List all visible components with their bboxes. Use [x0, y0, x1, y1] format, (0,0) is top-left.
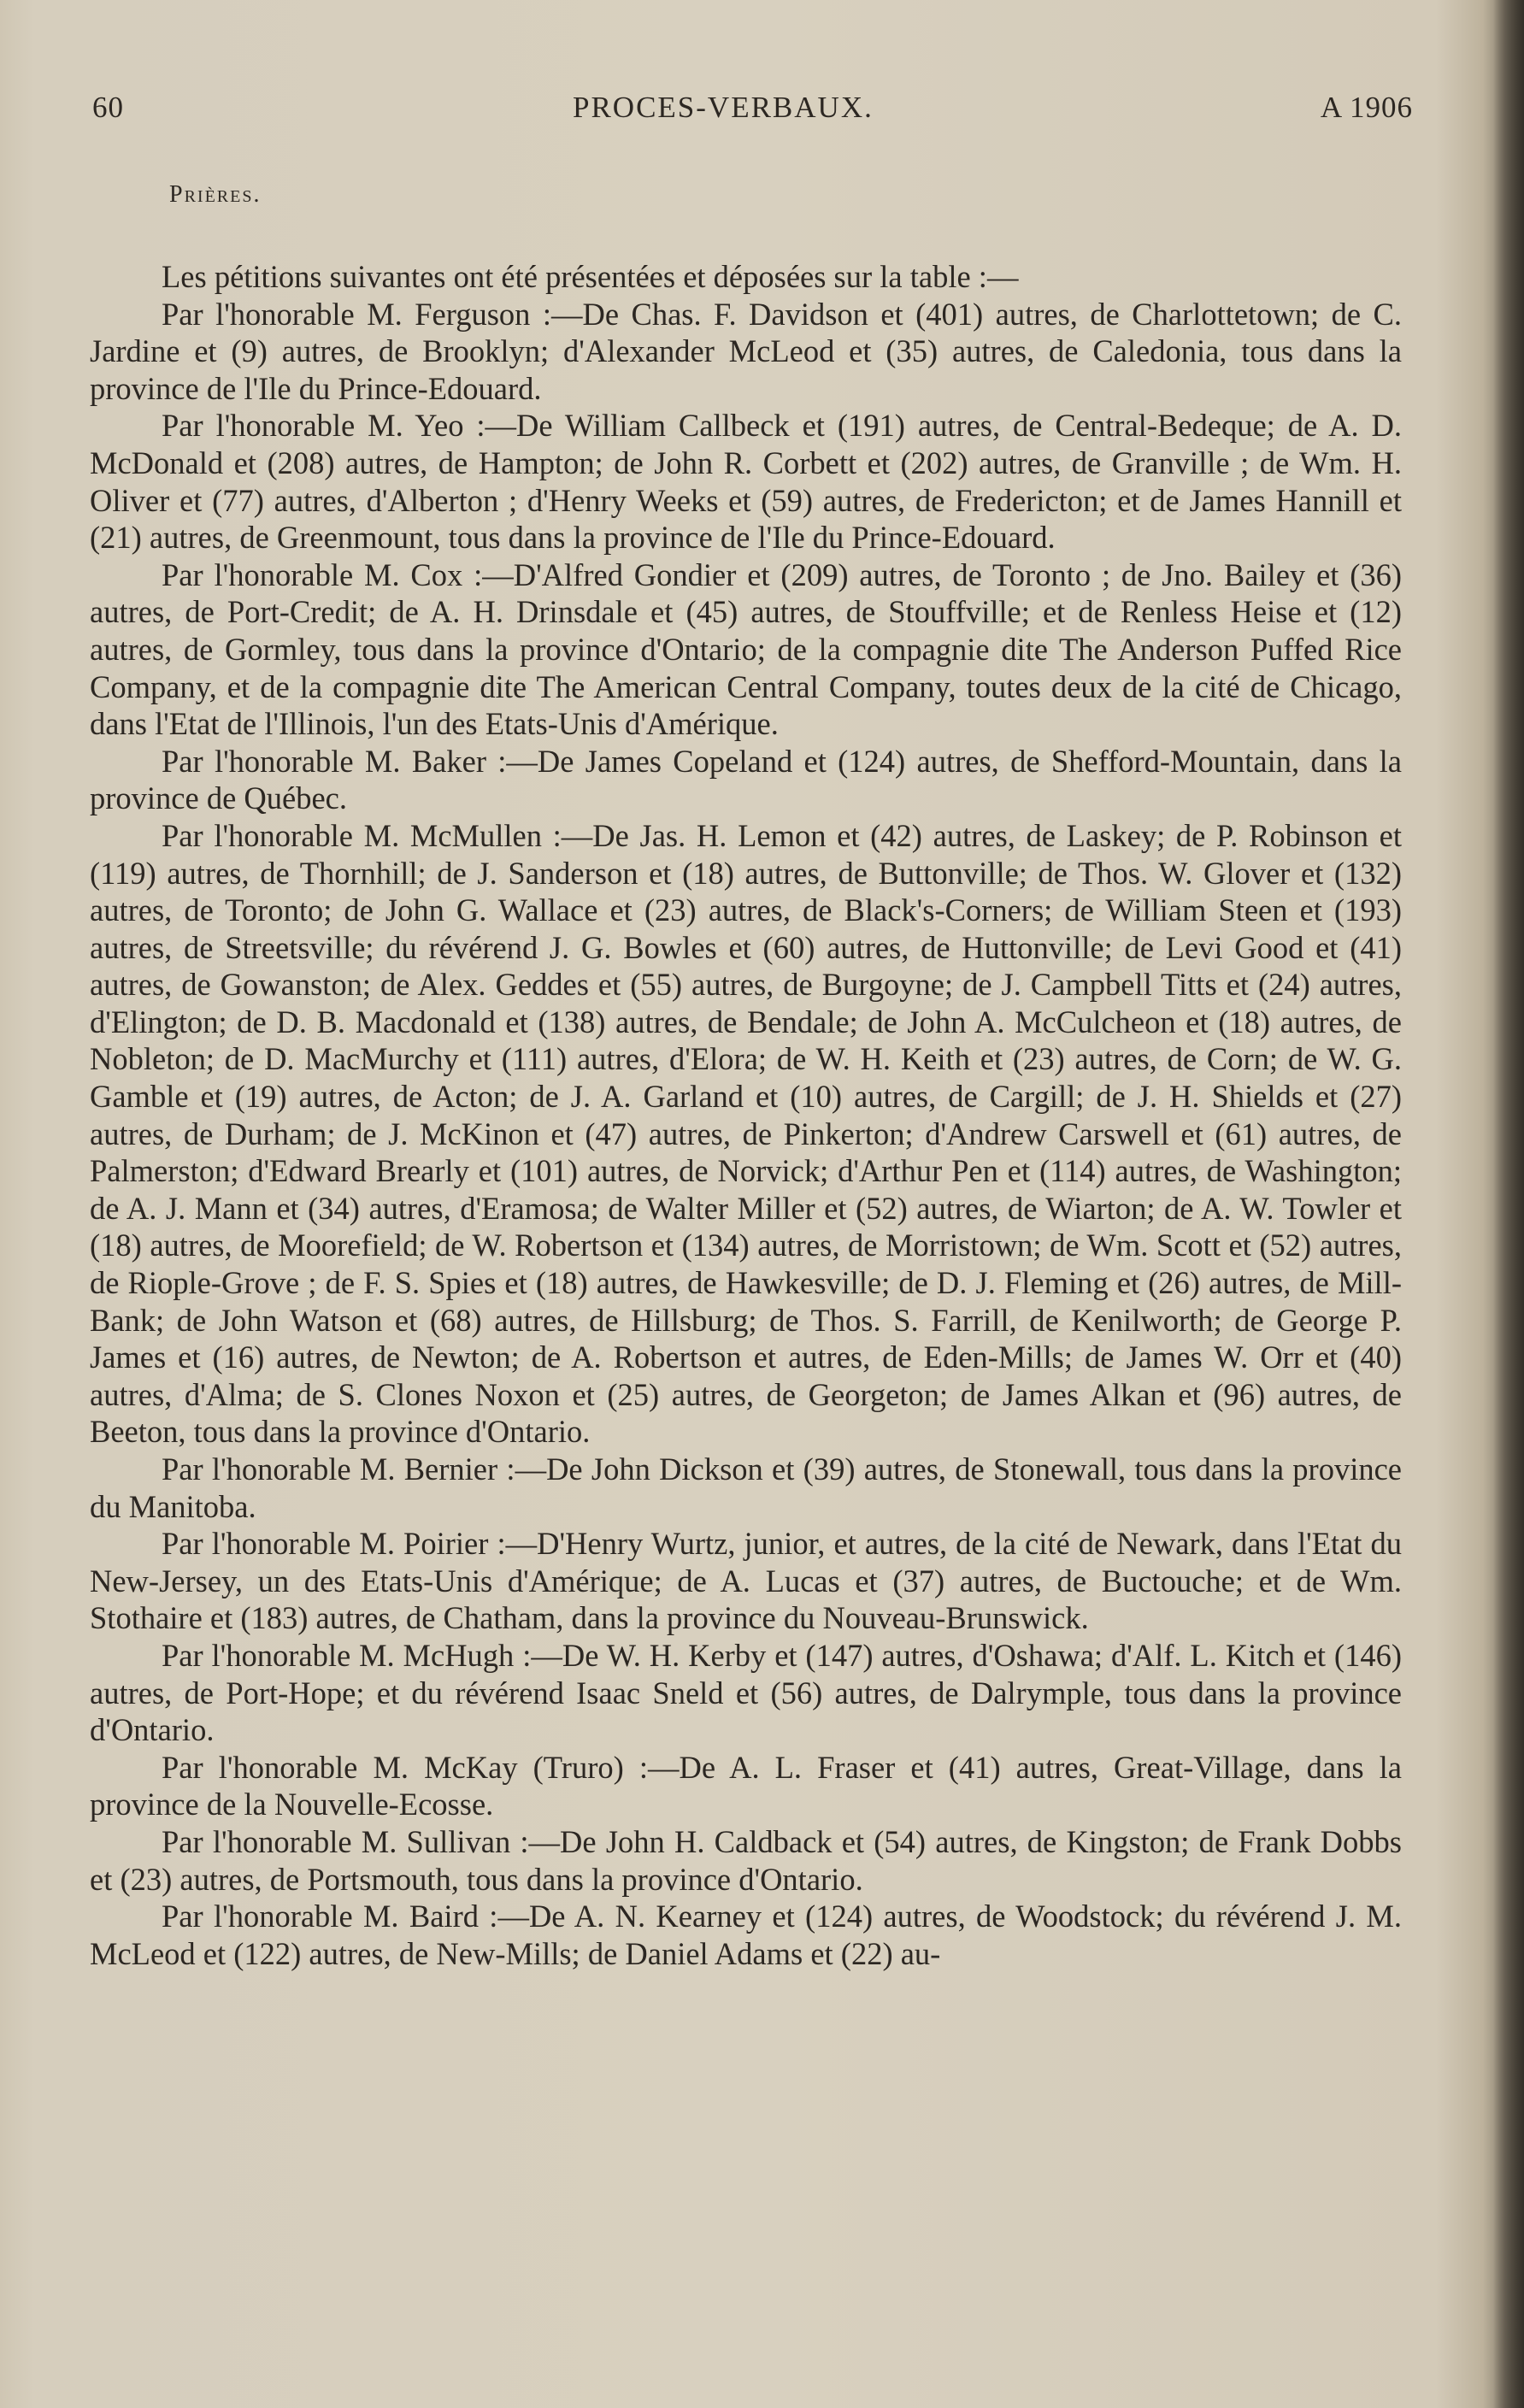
book-spine-shadow [1493, 0, 1524, 2408]
body-text [90, 258, 1402, 1972]
paragraph-sullivan: Par l'honorable M. Sullivan :—De John H. Caldback et (54) autres, de Kingston; de Frank Dobbs et (23) autres, de Portsmouth, tous dans la province d'Ontario. [90, 1823, 1402, 1897]
paragraph-baird: Par l'honorable M. Baird :—De A. N. Kearney et (124) autres, de Woodstock; du révérend J. M. McLeod et (122) autres, de New-Mills; de Daniel Adams et (22) au- [90, 1899, 1402, 1971]
header-year: A 1906 [1320, 91, 1413, 124]
page-number: 60 [92, 91, 124, 124]
header-title: PROCES-VERBAUX. [573, 91, 874, 124]
paragraph-mckay: Par l'honorable M. McKay (Truro) :—De A. L. Fraser et (41) autres, Great-Village, dans la province de la Nouvelle-Ecosse. [90, 1749, 1402, 1822]
paragraph-bernier: Par l'honorable M. Bernier :—De John Dickson et (39) autres, de Stonewall, tous dans la province du Manitoba. [90, 1451, 1402, 1524]
paragraph-mcmullen: Par l'honorable M. McMullen :—De Jas. H. Lemon et (42) autres, de Laskey; de P. Robinson et (119) autres, de Thornhill; de J. Sanderson et (18) autres, de Buttonville; de Thos. W. Glover et (132) autres, de Toronto; de John G. Wallace et (23) autres, de Black's-Corners; de William Steen et (193) autres, de Streetsville; du révérend J. G. Bowles et (60) autres, de Huttonville; de Levi Good et (41) autres, de Gowanston; de Alex. Geddes et (55) autres, de Burgoyne; de J. Campbell Titts et (24) autres, d'Elington; de D. B. Macdonald et (138) autres, de Bendale; de John A. McCulcheon et (18) autres, de Nobleton; de D. MacMurchy et (111) autres, d'Elora; de W. H. Keith et (23) autres, de Corn; de W. G. Gamble et (19) autres, de Acton; de J. A. Garland et (10) autres, de Cargill; de J. H. Shields et (27) autres, de Durham; de J. McKinon et (47) autres, de Pinkerton; d'Andrew Carswell et (61) autres, de Palmerston; d'Edward Brearly et (101) autres, de Norvick; d'Arthur Pen et (114) autres, de Washington; de A. J. Mann et (34) autres, d'Eramosa; de Walter Miller et (52) autres, de Wiarton; de A. W. Towler et (18) autres, de Moorefield; de W. Robertson et (134) autres, de Morristown; de Wm. Scott et (52) autres, de Riople-Grove ; de F. S. Spies et (18) autres, de Hawkesville; de D. J. Fleming et (26) autres, de Mill-Bank; de John Watson et (68) autres, de Hillsburg; de Thos. S. Farrill, de Kenilworth; de George P. James et (16) autres, de Newton; de A. Robertson et autres, de Eden-Mills; de James W. Orr et (40) autres, d'Alma; de S. Clones Noxon et (25) autres, de Georgeton; de James Alkan et (96) autres, de Beeton, tous dans la province d'Ontario. [90, 817, 1402, 1450]
paragraph-intro: Les pétitions suivantes ont été présentées et déposées sur la table :— [162, 259, 1019, 294]
paragraph-cox: Par l'honorable M. Cox :—D'Alfred Gondier et (209) autres, de Toronto ; de Jno. Bailey et (36) autres, de Port-Credit; de A. H. Drinsdale et (45) autres, de Stouffville; et de Renless Heise et (12) autres, de Gormley, tous dans la province d'Ontario; de la compagnie dite The Anderson Puffed Rice Company, et de la compagnie dite The American Central Company, toutes deux de la cité de Chicago, dans l'Etat de l'Illinois, l'un des Etats-Unis d'Amérique. [90, 556, 1402, 742]
paragraph-ferguson: Par l'honorable M. Ferguson :—De Chas. F. Davidson et (401) autres, de Charlottetown; de C. Jardine et (9) autres, de Brooklyn; d'Alexander McLeod et (35) autres, de Caledonia, tous dans la province de l'Ile du Prince-Edouard. [90, 296, 1402, 406]
paragraph-poirier: Par l'honorable M. Poirier :—D'Henry Wurtz, junior, et autres, de la cité de Newark, dans l'Etat du New-Jersey, un des Etats-Unis d'Amérique; de A. Lucas et (37) autres, de Buctouche; et de Wm. Stothaire et (183) autres, de Chatham, dans la province du Nouveau-Brunswick. [90, 1526, 1402, 1636]
paragraph-yeo: Par l'honorable M. Yeo :—De William Callbeck et (191) autres, de Central-Bedeque; de A. D. McDonald et (208) autres, de Hampton; de John R. Corbett et (202) autres, de Granville ; de Wm. H. Oliver et (77) autres, d'Alberton ; d'Henry Weeks et (59) autres, de Fredericton; et de James Hannill et (21) autres, de Greenmount, tous dans la province de l'Ile du Prince-Edouard. [90, 408, 1402, 556]
paragraph-baker: Par l'honorable M. Baker :—De James Copeland et (124) autres, de Shefford-Mountain, dans la province de Québec. [90, 743, 1402, 816]
section-heading: Prières. [169, 181, 262, 208]
paragraph-mchugh: Par l'honorable M. McHugh :—De W. H. Kerby et (147) autres, d'Oshawa; d'Alf. L. Kitch et (146) autres, de Port-Hope; et du révérend Isaac Sneld et (56) autres, de Dalrymple, tous dans la province d'Ontario. [90, 1637, 1402, 1748]
running-header [92, 91, 1413, 133]
